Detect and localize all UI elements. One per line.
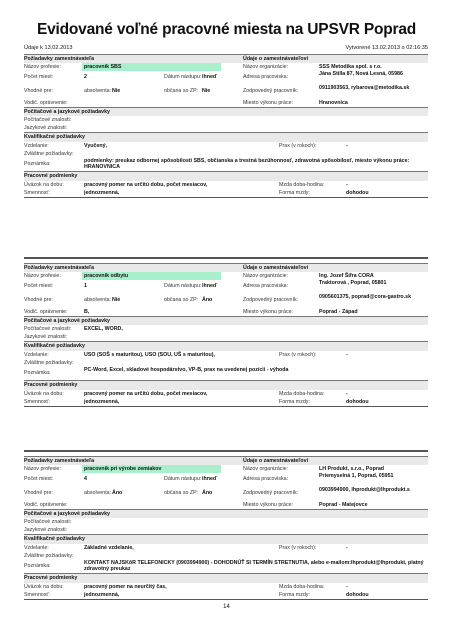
contact-person-value: 0903994900, lhprodukt@lhprodukt.s <box>319 486 410 493</box>
workplace-value: Poprad - Matejovce <box>319 501 368 508</box>
wage-value: - <box>346 583 348 590</box>
note-value: podmienky: preukaz odbornej spôsobilosti SBS, občianska a trestná bezúhonnosť, zdravotná spôsobilosť, miesto výkonu práce: HRANOVNICA <box>84 157 410 171</box>
profession-row <box>24 63 428 71</box>
conditions-section-row <box>24 171 428 180</box>
experience-value: - <box>346 544 348 551</box>
suitable-label: Vhodné pre: <box>24 489 53 496</box>
address-label: Adresa pracoviska: <box>243 476 289 483</box>
workplace-label: Miesto výkonu práce: <box>243 308 294 315</box>
address-label: Adresa pracoviska: <box>243 74 289 81</box>
language-label: Jazykové znalosti: <box>24 334 67 341</box>
language-label: Jazykové znalosti: <box>24 125 67 132</box>
wage-form-label: Forma mzdy: <box>279 591 310 598</box>
shift-value: jednozmenná, <box>84 591 120 598</box>
wage-value: - <box>346 390 348 397</box>
record-separator <box>24 599 428 600</box>
profession-row <box>24 272 428 280</box>
count-value: 1 <box>84 283 87 290</box>
profession-label: Názov profesie: <box>24 466 61 473</box>
employer-requirements-heading: Požiadavky zamestnávateľa <box>24 458 95 464</box>
note-row <box>24 367 428 381</box>
disabled-label: občana so ZP: <box>164 87 199 94</box>
start-label: Dátum nástupu: <box>164 476 202 483</box>
profession-value: pracovník pri výrobe zemiakov <box>82 465 221 473</box>
special-label: Zvláštne požiadavky: <box>24 150 74 157</box>
license-row <box>24 501 428 509</box>
suitable-row <box>24 85 428 99</box>
contract-value: pracovný pomer na určitú dobu, počet mesiacov, <box>84 181 208 188</box>
conditions-heading: Pracovné podmienky <box>24 382 78 389</box>
suitable-label: Vhodné pre: <box>24 87 53 94</box>
note-row <box>24 158 428 172</box>
contact-person-value: 0911903563, rybarova@metodika.sk <box>319 84 410 91</box>
special-row <box>24 359 428 367</box>
contact-person-value: 0905601375, poprad@cora-gastro.sk <box>319 293 412 300</box>
job-record <box>24 54 428 198</box>
record-separator <box>24 406 428 407</box>
address-label: Adresa pracoviska: <box>243 283 289 290</box>
shift-row <box>24 189 428 197</box>
count-label: Počet miest: <box>24 476 54 483</box>
page-number: 14 <box>223 604 230 610</box>
contract-label: Úväzok na dobu: <box>24 181 64 188</box>
special-label: Zvláštne požiadavky: <box>24 552 74 559</box>
contract-row <box>24 390 428 398</box>
license-label: Vodič. oprávnenie: <box>24 308 68 315</box>
start-label: Dátum nástupu: <box>164 74 202 81</box>
disabled-value: Áno <box>202 296 213 303</box>
wage-label: Mzda doba-hodina: <box>279 583 325 590</box>
computer-skills-row <box>24 518 428 526</box>
education-row <box>24 142 428 150</box>
wage-value: - <box>346 181 348 188</box>
conditions-heading: Pracovné podmienky <box>24 173 78 180</box>
note-label: Poznámka: <box>24 562 51 569</box>
contract-row <box>24 583 428 591</box>
note-row <box>24 560 428 574</box>
qualification-section-row <box>24 132 428 141</box>
license-row <box>24 308 428 316</box>
disabled-label: občana so ZP: <box>164 489 199 496</box>
section-header-row <box>24 456 428 465</box>
disabled-value: Áno <box>202 489 213 496</box>
disabled-label: občana so ZP: <box>164 296 199 303</box>
special-label: Zvláštne požiadavky: <box>24 359 74 366</box>
wage-form-value: dohodou <box>346 591 369 598</box>
record-separator <box>24 197 428 198</box>
workplace-value: Poprad - Západ <box>319 308 358 315</box>
computer-skills-row <box>24 116 428 124</box>
shift-value: jednozmenná, <box>84 189 120 196</box>
start-value: ihneď <box>202 74 217 81</box>
organization-label: Názov organizácie: <box>243 64 289 71</box>
computer-section-row <box>24 509 428 518</box>
suitable-label: Vhodné pre: <box>24 296 53 303</box>
shift-value: jednozmenná, <box>84 398 120 405</box>
contract-label: Úväzok na dobu: <box>24 583 64 590</box>
profession-row <box>24 465 428 473</box>
wage-form-value: dohodou <box>346 189 369 196</box>
wage-label: Mzda doba-hodina: <box>279 390 325 397</box>
profession-value: pracovník SBS <box>82 63 221 71</box>
graduate-label: absolventa: <box>84 87 112 94</box>
employer-info-heading: Údaje o zamestnávateľovi <box>243 265 309 271</box>
employer-requirements-heading: Požiadavky zamestnávateľa <box>24 265 95 271</box>
wage-form-label: Forma mzdy: <box>279 398 310 405</box>
education-label: Vzdelanie: <box>24 142 49 149</box>
workplace-value: Hranovnica <box>319 99 348 106</box>
computer-skills-label: Počítačové znalosti: <box>24 518 72 525</box>
graduate-value: Nie <box>112 296 121 303</box>
workplace-label: Miesto výkonu práce: <box>243 99 294 106</box>
created-date: Vytvorené 13.02.2013 o 02:16:35 <box>345 45 428 51</box>
graduate-value: Nie <box>112 87 121 94</box>
note-label: Poznámka: <box>24 160 51 167</box>
start-value: ihneď <box>202 476 217 483</box>
education-value: Vyučený, <box>84 142 108 149</box>
special-row <box>24 552 428 560</box>
count-row <box>24 473 428 487</box>
education-label: Vzdelanie: <box>24 544 49 551</box>
conditions-section-row <box>24 573 428 582</box>
shift-label: Smennosť: <box>24 398 50 405</box>
address-value: Traktorová , Poprad, 05801 <box>319 280 387 287</box>
contract-row <box>24 181 428 189</box>
wage-label: Mzda doba-hodina: <box>279 181 325 188</box>
qualification-section-row <box>24 341 428 350</box>
education-value: Základné vzdelanie, <box>84 544 134 551</box>
contract-value: pracovný pomer na určitú dobu, počet mesiacov, <box>84 390 208 397</box>
education-row <box>24 544 428 552</box>
employer-info-heading: Údaje o zamestnávateľovi <box>243 56 309 62</box>
contact-person-label: Zodpovedný pracovník: <box>243 489 299 496</box>
computer-language-heading: Počítačové a jazykové požiadavky <box>24 510 110 517</box>
data-date: Údaje k 13.02.2013 <box>24 45 73 51</box>
graduate-value: Áno <box>112 489 123 496</box>
qualification-heading: Kvalifikačné požiadavky <box>24 536 85 543</box>
education-value: USO (SOŠ s maturitou), USO (SOU, UŠ s maturitou), <box>84 351 215 358</box>
education-row <box>24 351 428 359</box>
organization-label: Názov organizácie: <box>243 273 289 280</box>
start-label: Dátum nástupu: <box>164 283 202 290</box>
computer-skills-row <box>24 325 428 333</box>
organization-value: LH Produkt, s.r.o., Poprad <box>319 466 385 473</box>
wage-form-label: Forma mzdy: <box>279 189 310 196</box>
address-value: Jána Stilla 87, Nová Lesná, 05986 <box>319 71 403 78</box>
workplace-label: Miesto výkonu práce: <box>243 501 294 508</box>
note-label: Poznámka: <box>24 369 51 376</box>
graduate-label: absolventa: <box>84 296 112 303</box>
experience-value: - <box>346 351 348 358</box>
computer-section-row <box>24 316 428 325</box>
graduate-label: absolventa: <box>84 489 112 496</box>
qualification-heading: Kvalifikačné požiadavky <box>24 343 85 350</box>
count-label: Počet miest: <box>24 74 54 81</box>
profession-label: Názov profesie: <box>24 273 61 280</box>
record-divider <box>24 257 428 259</box>
count-label: Počet miest: <box>24 283 54 290</box>
disabled-value: Nie <box>202 87 211 94</box>
language-row <box>24 124 428 132</box>
language-row <box>24 526 428 534</box>
employer-requirements-heading: Požiadavky zamestnávateľa <box>24 56 95 62</box>
license-row <box>24 99 428 107</box>
record-divider <box>24 450 428 452</box>
qualification-section-row <box>24 534 428 543</box>
education-label: Vzdelanie: <box>24 351 49 358</box>
organization-value: Ing. Jozef Šifra CORA <box>319 273 374 280</box>
computer-skills-label: Počítačové znalosti: <box>24 325 72 332</box>
license-value: B, <box>84 308 90 315</box>
language-row <box>24 333 428 341</box>
organization-value: SSS Metodika spol. s r.o. <box>319 64 382 71</box>
count-row <box>24 71 428 85</box>
count-value: 2 <box>84 74 87 81</box>
special-row <box>24 150 428 158</box>
start-value: ihneď <box>202 283 217 290</box>
suitable-row <box>24 487 428 501</box>
shift-row <box>24 591 428 599</box>
profession-value: pracovník odbytu <box>82 272 221 280</box>
note-value: PC-Word, Excel, skladové hospodárstvo, VP-B, prax na uvedenej pozícii - výhoda <box>84 366 289 373</box>
computer-skills-label: Počítačové znalosti: <box>24 116 72 123</box>
license-label: Vodič. oprávnenie: <box>24 99 68 106</box>
computer-skills-value: EXCEL, WORD, <box>84 325 123 332</box>
address-value: Priemyselná 1, Poprad, 05951 <box>319 473 394 480</box>
shift-label: Smennosť: <box>24 591 50 598</box>
computer-language-heading: Počítačové a jazykové požiadavky <box>24 317 110 324</box>
job-record <box>24 456 428 600</box>
section-header-row <box>24 263 428 272</box>
page-title: Evidované voľné pracovné miesta na UPSVR Poprad <box>36 21 417 38</box>
contract-label: Úväzok na dobu: <box>24 390 64 397</box>
contact-person-label: Zodpovedný pracovník: <box>243 296 299 303</box>
experience-label: Prax (v rokoch): <box>279 351 317 358</box>
qualification-heading: Kvalifikačné požiadavky <box>24 134 85 141</box>
experience-value: - <box>346 142 348 149</box>
contact-person-label: Zodpovedný pracovník: <box>243 87 299 94</box>
section-header-row <box>24 54 428 63</box>
license-label: Vodič. oprávnenie: <box>24 501 68 508</box>
language-label: Jazykové znalosti: <box>24 527 67 534</box>
wage-form-value: dohodou <box>346 398 369 405</box>
contract-value: pracovný pomer na neurčitý čas, <box>84 583 167 590</box>
computer-section-row <box>24 107 428 116</box>
organization-label: Názov organizácie: <box>243 466 289 473</box>
note-value: KONTAKT NAJSKôR TELEFONICKY (0903994900) - DOHODNÚŤ SI TERMÍN STRETNUTIA, alebo e-mailom:lhprodukt@lhprodukt, platný zdravotný preukaz <box>84 559 424 573</box>
computer-language-heading: Počítačové a jazykové požiadavky <box>24 108 110 115</box>
count-value: 4 <box>84 476 87 483</box>
suitable-row <box>24 294 428 308</box>
profession-label: Názov profesie: <box>24 64 61 71</box>
count-row <box>24 280 428 294</box>
job-record <box>24 263 428 407</box>
experience-label: Prax (v rokoch): <box>279 544 317 551</box>
employer-info-heading: Údaje o zamestnávateľovi <box>243 458 309 464</box>
conditions-heading: Pracovné podmienky <box>24 575 78 582</box>
experience-label: Prax (v rokoch): <box>279 142 317 149</box>
conditions-section-row <box>24 380 428 389</box>
shift-row <box>24 398 428 406</box>
shift-label: Smennosť: <box>24 189 50 196</box>
